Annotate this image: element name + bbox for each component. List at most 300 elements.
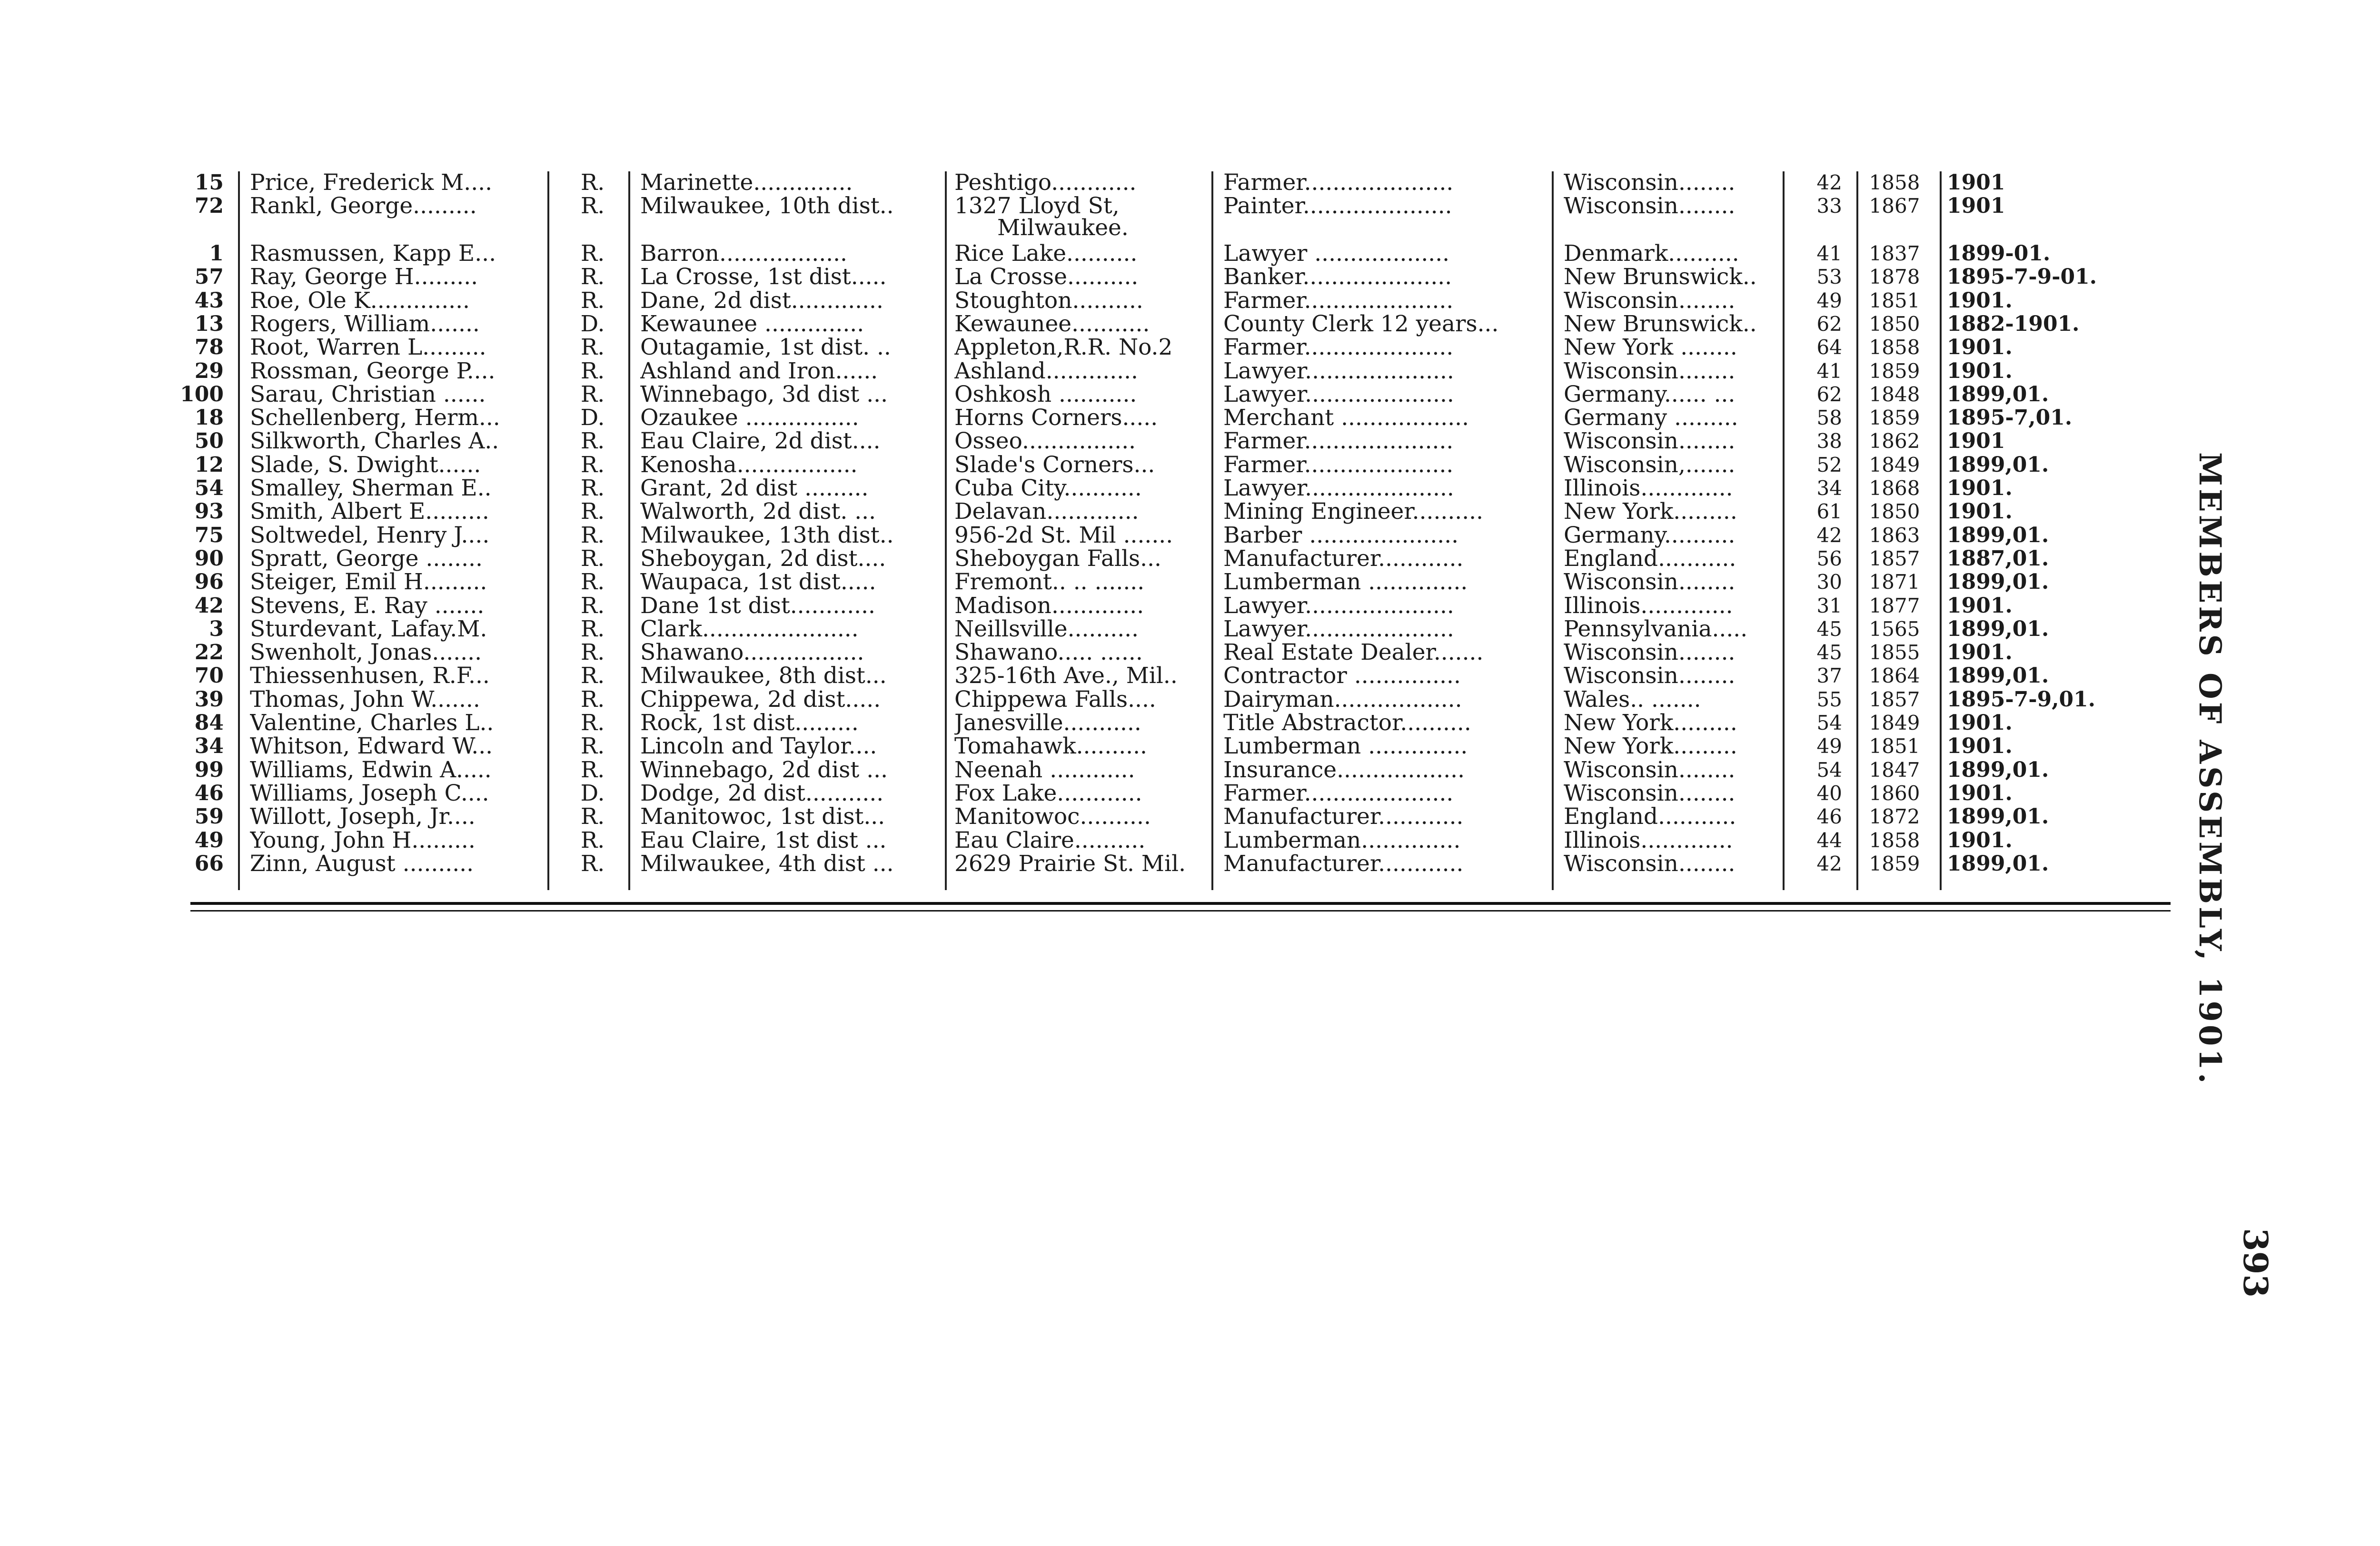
sessions: 1899,01. — [1947, 383, 2049, 406]
year-of-residence: 1868 — [1869, 477, 1920, 500]
year-of-residence: 1848 — [1869, 383, 1920, 406]
member-number: 59 — [194, 805, 224, 829]
district: Barron.................. — [640, 242, 847, 267]
table-row — [171, 664, 2171, 689]
district: Milwaukee, 10th dist.. — [640, 195, 894, 219]
year-of-residence: 1867 — [1869, 195, 1920, 218]
member-name: Thiessenhusen, R.F... — [250, 664, 490, 689]
district: Clark...................... — [640, 617, 859, 642]
year-of-residence: 1877 — [1869, 594, 1920, 617]
table-row — [171, 266, 2171, 290]
member-number: 50 — [194, 430, 224, 454]
member-name: Rossman, George P.... — [250, 359, 496, 384]
member-name: Zinn, August .......... — [250, 852, 474, 877]
age: 31 — [1816, 594, 1842, 617]
occupation: Farmer..................... — [1223, 289, 1454, 314]
table-row — [171, 618, 2171, 643]
post-office: Madison............. — [954, 594, 1144, 619]
party: R. — [580, 171, 605, 196]
year-of-residence: 1837 — [1869, 242, 1920, 265]
age: 62 — [1816, 383, 1842, 406]
table-row — [171, 406, 2171, 431]
sessions: 1901. — [1947, 712, 2013, 735]
member-number: 42 — [194, 594, 224, 618]
birthplace: Pennsylvania..... — [1564, 617, 1748, 642]
member-number: 12 — [194, 453, 224, 477]
post-office: Fremont.. .. ....... — [954, 571, 1145, 595]
member-name: Sarau, Christian ...... — [250, 383, 486, 407]
post-office: Chippewa Falls.... — [954, 688, 1156, 713]
occupation: Banker..................... — [1223, 266, 1452, 290]
party: R. — [580, 571, 605, 595]
member-name: Slade, S. Dwight...... — [250, 453, 481, 478]
post-office: Ashland............. — [954, 359, 1138, 384]
table-row — [171, 383, 2171, 408]
sessions: 1901 — [1947, 430, 2005, 454]
post-office: Slade's Corners... — [954, 453, 1155, 478]
birthplace: Wisconsin........ — [1564, 852, 1735, 877]
age: 54 — [1816, 712, 1842, 734]
member-number: 84 — [194, 712, 224, 735]
age: 41 — [1816, 242, 1842, 265]
sessions: 1901. — [1947, 336, 2013, 360]
occupation: Merchant .................. — [1223, 406, 1469, 431]
table-row — [171, 595, 2171, 619]
year-of-residence: 1847 — [1869, 758, 1920, 782]
post-office: Manitowoc.......... — [954, 805, 1151, 830]
party: R. — [580, 289, 605, 314]
party: D. — [580, 312, 605, 337]
year-of-residence: 1857 — [1869, 547, 1920, 570]
birthplace: Denmark.......... — [1564, 242, 1739, 267]
district: Winnebago, 3d dist ... — [640, 383, 888, 407]
table-row — [171, 735, 2171, 760]
table-row — [171, 360, 2171, 385]
post-office: 325-16th Ave., Mil.. — [954, 664, 1178, 689]
year-of-residence: 1872 — [1869, 805, 1920, 829]
occupation: Lawyer..................... — [1223, 383, 1454, 407]
year-of-residence: 1565 — [1869, 617, 1920, 641]
member-name: Price, Frederick M.... — [250, 171, 493, 196]
member-number: 66 — [194, 852, 224, 876]
birthplace: England........... — [1564, 805, 1736, 830]
district: Milwaukee, 4th dist ... — [640, 852, 894, 877]
member-name: Willott, Joseph, Jr.... — [250, 805, 476, 830]
sessions: 1901. — [1947, 782, 2013, 805]
member-name: Silkworth, Charles A.. — [250, 430, 499, 455]
district: Rock, 1st dist......... — [640, 712, 859, 736]
birthplace: Wales.. ....... — [1564, 688, 1701, 713]
age: 56 — [1816, 547, 1842, 570]
age: 61 — [1816, 500, 1842, 524]
member-name: Whitson, Edward W... — [250, 735, 493, 760]
year-of-residence: 1871 — [1869, 571, 1920, 594]
member-number: 54 — [194, 477, 224, 500]
table-row — [171, 430, 2171, 455]
party: R. — [580, 688, 605, 713]
year-of-residence: 1859 — [1869, 406, 1920, 430]
member-number: 49 — [194, 829, 224, 852]
occupation: Painter..................... — [1223, 195, 1452, 219]
sessions: 1901. — [1947, 500, 2013, 524]
table-row — [171, 289, 2171, 314]
occupation: Farmer..................... — [1223, 453, 1454, 478]
birthplace: New Brunswick.. — [1564, 312, 1757, 337]
member-number: 70 — [194, 664, 224, 688]
district: Lincoln and Taylor.... — [640, 735, 877, 760]
occupation: Real Estate Dealer....... — [1223, 641, 1484, 666]
post-office: Rice Lake.......... — [954, 242, 1138, 267]
year-of-residence: 1860 — [1869, 782, 1920, 805]
birthplace: Wisconsin........ — [1564, 359, 1735, 384]
table-row — [171, 477, 2171, 502]
birthplace: New Brunswick.. — [1564, 266, 1757, 290]
member-name: Soltwedel, Henry J.... — [250, 524, 490, 548]
member-name: Root, Warren L......... — [250, 336, 486, 361]
birthplace: Wisconsin,....... — [1564, 453, 1735, 478]
sessions: 1895-7-9-01. — [1947, 266, 2097, 289]
age: 40 — [1816, 782, 1842, 805]
member-number: 13 — [194, 312, 224, 336]
member-number: 18 — [194, 406, 224, 430]
district: Eau Claire, 1st dist ... — [640, 829, 887, 853]
member-name: Roe, Ole K.............. — [250, 289, 470, 314]
year-of-residence: 1863 — [1869, 524, 1920, 547]
birthplace: Wisconsin........ — [1564, 641, 1735, 666]
birthplace: Illinois............. — [1564, 829, 1733, 853]
year-of-residence: 1864 — [1869, 664, 1920, 688]
birthplace: England........... — [1564, 547, 1736, 572]
post-office: Appleton,R.R. No.2 — [954, 336, 1173, 361]
table-bottom-rule-thin — [190, 910, 2171, 912]
occupation: Lumberman .............. — [1223, 571, 1468, 595]
member-name: Smalley, Sherman E.. — [250, 477, 492, 501]
table-row — [171, 688, 2171, 713]
post-office: Eau Claire.......... — [954, 829, 1146, 853]
member-number: 78 — [194, 336, 224, 360]
party: R. — [580, 829, 605, 853]
occupation: Lumberman.............. — [1223, 829, 1461, 853]
occupation: Insurance.................. — [1223, 758, 1465, 783]
district: Outagamie, 1st dist. .. — [640, 336, 891, 361]
age: 42 — [1816, 171, 1842, 194]
party: R. — [580, 453, 605, 478]
birthplace: Wisconsin........ — [1564, 758, 1735, 783]
party: R. — [580, 500, 605, 525]
post-office: Neillsville.......... — [954, 617, 1139, 642]
post-office: 956-2d St. Mil ....... — [954, 524, 1173, 548]
member-number: 3 — [209, 617, 224, 641]
member-name: Rogers, William....... — [250, 312, 480, 337]
occupation: Dairyman.................. — [1223, 688, 1462, 713]
member-number: 34 — [194, 735, 224, 759]
year-of-residence: 1862 — [1869, 430, 1920, 453]
age: 30 — [1816, 571, 1842, 594]
birthplace: New York......... — [1564, 735, 1737, 760]
member-name: Williams, Edwin A..... — [250, 758, 492, 783]
post-office: Peshtigo............ — [954, 171, 1137, 196]
table-row — [171, 500, 2171, 525]
age: 33 — [1816, 195, 1842, 218]
sessions: 1899,01. — [1947, 524, 2049, 547]
district: Milwaukee, 8th dist... — [640, 664, 887, 689]
running-head: MEMBERS OF ASSEMBLY, 1901. — [2192, 452, 2228, 1087]
district: Dane 1st dist............ — [640, 594, 875, 619]
district: Walworth, 2d dist. ... — [640, 500, 876, 525]
member-name: Williams, Joseph C.... — [250, 782, 489, 806]
birthplace: Illinois............. — [1564, 594, 1733, 619]
occupation: Contractor ............... — [1223, 664, 1461, 689]
occupation: Lawyer ................... — [1223, 242, 1450, 267]
age: 34 — [1816, 477, 1842, 500]
occupation: Lawyer..................... — [1223, 359, 1454, 384]
age: 45 — [1816, 641, 1842, 664]
occupation: County Clerk 12 years... — [1223, 312, 1499, 337]
member-number: 96 — [194, 571, 224, 595]
sessions: 1901. — [1947, 735, 2013, 759]
sessions: 1882-1901. — [1947, 312, 2080, 336]
party: R. — [580, 547, 605, 572]
sessions: 1899,01. — [1947, 617, 2049, 641]
year-of-residence: 1858 — [1869, 336, 1920, 359]
birthplace: Germany...... ... — [1564, 383, 1735, 407]
member-number: 43 — [194, 289, 224, 313]
district: Dane, 2d dist............. — [640, 289, 883, 314]
year-of-residence: 1858 — [1869, 829, 1920, 852]
year-of-residence: 1849 — [1869, 712, 1920, 734]
table-row — [171, 712, 2171, 736]
sessions: 1901. — [1947, 477, 2013, 500]
year-of-residence: 1855 — [1869, 641, 1920, 664]
occupation: Manufacturer............ — [1223, 547, 1464, 572]
party: R. — [580, 359, 605, 384]
birthplace: Wisconsin........ — [1564, 664, 1735, 689]
birthplace: Wisconsin........ — [1564, 571, 1735, 595]
age: 42 — [1816, 852, 1842, 875]
table-bottom-rule — [190, 902, 2171, 905]
party: D. — [580, 782, 605, 806]
age: 45 — [1816, 617, 1842, 641]
age: 62 — [1816, 312, 1842, 336]
district: Kenosha................. — [640, 453, 858, 478]
year-of-residence: 1878 — [1869, 266, 1920, 289]
post-office: 2629 Prairie St. Mil. — [954, 852, 1186, 877]
member-name: Young, John H......... — [250, 829, 476, 853]
member-number: 99 — [194, 758, 224, 782]
sessions: 1901. — [1947, 594, 2013, 618]
sessions: 1899,01. — [1947, 805, 2049, 829]
district: Kewaunee .............. — [640, 312, 864, 337]
year-of-residence: 1849 — [1869, 453, 1920, 476]
party: D. — [580, 406, 605, 431]
sessions: 1895-7,01. — [1947, 406, 2073, 430]
post-office: Shawano..... ...... — [954, 641, 1143, 666]
birthplace: Wisconsin........ — [1564, 289, 1735, 314]
occupation: Lawyer..................... — [1223, 594, 1454, 619]
district: Marinette.............. — [640, 171, 853, 196]
birthplace: New York......... — [1564, 500, 1737, 525]
table-row — [171, 313, 2171, 337]
party: R. — [580, 735, 605, 760]
occupation: Lawyer..................... — [1223, 617, 1454, 642]
table-row — [171, 171, 2171, 196]
member-number: 46 — [194, 782, 224, 805]
party: R. — [580, 383, 605, 407]
member-name: Sturdevant, Lafay.M. — [250, 617, 487, 642]
year-of-residence: 1858 — [1869, 171, 1920, 194]
table-row — [171, 641, 2171, 666]
party: R. — [580, 195, 605, 219]
district: Eau Claire, 2d dist.... — [640, 430, 881, 455]
party: R. — [580, 805, 605, 830]
year-of-residence: 1859 — [1869, 852, 1920, 875]
age: 55 — [1816, 688, 1842, 711]
district: Grant, 2d dist ......... — [640, 477, 869, 501]
age: 49 — [1816, 289, 1842, 312]
district: Chippewa, 2d dist..... — [640, 688, 881, 713]
age: 41 — [1816, 359, 1842, 383]
member-name: Steiger, Emil H......... — [250, 571, 487, 595]
table-row — [171, 524, 2171, 549]
table-row — [171, 782, 2171, 807]
party: R. — [580, 242, 605, 267]
member-number: 29 — [194, 359, 224, 383]
district: Ozaukee ................ — [640, 406, 859, 431]
post-office: Kewaunee........... — [954, 312, 1150, 337]
member-name: Valentine, Charles L.. — [250, 712, 494, 736]
district: Dodge, 2d dist........... — [640, 782, 884, 806]
post-office: Sheboygan Falls... — [954, 547, 1161, 572]
birthplace: New York ........ — [1564, 336, 1737, 361]
party: R. — [580, 664, 605, 689]
sessions: 1901. — [1947, 829, 2013, 852]
member-number: 90 — [194, 547, 224, 571]
age: 49 — [1816, 735, 1842, 758]
table-row — [171, 195, 2171, 241]
post-office: Horns Corners..... — [954, 406, 1158, 431]
member-number: 93 — [194, 500, 224, 524]
party: R. — [580, 758, 605, 783]
sessions: 1899,01. — [1947, 453, 2049, 477]
party: R. — [580, 266, 605, 290]
party: R. — [580, 477, 605, 501]
district: Milwaukee, 13th dist.. — [640, 524, 894, 548]
table-row — [171, 336, 2171, 361]
occupation: Lawyer..................... — [1223, 477, 1454, 501]
member-name: Ray, George H......... — [250, 266, 478, 290]
sessions: 1901. — [1947, 641, 2013, 665]
party: R. — [580, 641, 605, 666]
birthplace: New York......... — [1564, 712, 1737, 736]
year-of-residence: 1851 — [1869, 289, 1920, 312]
birthplace: Wisconsin........ — [1564, 195, 1735, 219]
age: 58 — [1816, 406, 1842, 430]
birthplace: Wisconsin........ — [1564, 430, 1735, 455]
member-number: 15 — [194, 171, 224, 195]
year-of-residence: 1859 — [1869, 359, 1920, 383]
table-row — [171, 454, 2171, 478]
sessions: 1901. — [1947, 359, 2013, 383]
occupation: Farmer..................... — [1223, 336, 1454, 361]
members-table — [171, 167, 2171, 895]
occupation: Manufacturer............ — [1223, 852, 1464, 877]
member-name: Smith, Albert E......... — [250, 500, 489, 525]
birthplace: Germany ......... — [1564, 406, 1738, 431]
member-name: Rasmussen, Kapp E... — [250, 242, 496, 267]
table-row — [171, 759, 2171, 783]
sessions: 1899,01. — [1947, 758, 2049, 782]
page-number: 393 — [2236, 1228, 2275, 1298]
member-number: 72 — [194, 195, 224, 218]
age: 38 — [1816, 430, 1842, 453]
table-row — [171, 829, 2171, 854]
post-office: Oshkosh ........... — [954, 383, 1137, 407]
table-row — [171, 571, 2171, 595]
party: R. — [580, 617, 605, 642]
member-number: 57 — [194, 266, 224, 289]
occupation: Barber ..................... — [1223, 524, 1459, 548]
age: 52 — [1816, 453, 1842, 476]
district: Shawano................. — [640, 641, 864, 666]
district: Sheboygan, 2d dist.... — [640, 547, 886, 572]
party: R. — [580, 524, 605, 548]
member-name: Schellenberg, Herm... — [250, 406, 500, 431]
age: 44 — [1816, 829, 1842, 852]
age: 37 — [1816, 664, 1842, 688]
year-of-residence: 1850 — [1869, 500, 1920, 524]
sessions: 1901 — [1947, 171, 2005, 195]
post-office-continued: Milwaukee. — [997, 217, 1129, 241]
district: Manitowoc, 1st dist... — [640, 805, 885, 830]
member-name: Swenholt, Jonas....... — [250, 641, 482, 666]
birthplace: Germany.......... — [1564, 524, 1735, 548]
sessions: 1899,01. — [1947, 571, 2049, 595]
party: R. — [580, 430, 605, 455]
district: Waupaca, 1st dist..... — [640, 571, 876, 595]
member-number: 22 — [194, 641, 224, 665]
age: 53 — [1816, 266, 1842, 289]
birthplace: Illinois............. — [1564, 477, 1733, 501]
member-name: Stevens, E. Ray ....... — [250, 594, 485, 619]
age: 54 — [1816, 758, 1842, 782]
occupation: Farmer..................... — [1223, 171, 1454, 196]
post-office: 1327 Lloyd St, — [954, 195, 1120, 219]
occupation: Manufacturer............ — [1223, 805, 1464, 830]
age: 46 — [1816, 805, 1842, 829]
table-row — [171, 547, 2171, 572]
member-number: 100 — [180, 383, 224, 406]
occupation: Lumberman .............. — [1223, 735, 1468, 760]
age: 42 — [1816, 524, 1842, 547]
birthplace: Wisconsin........ — [1564, 782, 1735, 806]
member-number: 39 — [194, 688, 224, 712]
member-number: 1 — [209, 242, 224, 266]
party: R. — [580, 594, 605, 619]
year-of-residence: 1850 — [1869, 312, 1920, 336]
district: La Crosse, 1st dist..... — [640, 266, 887, 290]
occupation: Farmer..................... — [1223, 782, 1454, 806]
district: Winnebago, 2d dist ... — [640, 758, 888, 783]
year-of-residence: 1857 — [1869, 688, 1920, 711]
table-row — [171, 852, 2171, 877]
sessions: 1901. — [1947, 289, 2013, 313]
sessions: 1899-01. — [1947, 242, 2051, 266]
table-row — [171, 805, 2171, 830]
sessions: 1899,01. — [1947, 664, 2049, 688]
party: R. — [580, 852, 605, 877]
post-office: Tomahawk.......... — [954, 735, 1147, 760]
post-office: Neenah ............ — [954, 758, 1135, 783]
